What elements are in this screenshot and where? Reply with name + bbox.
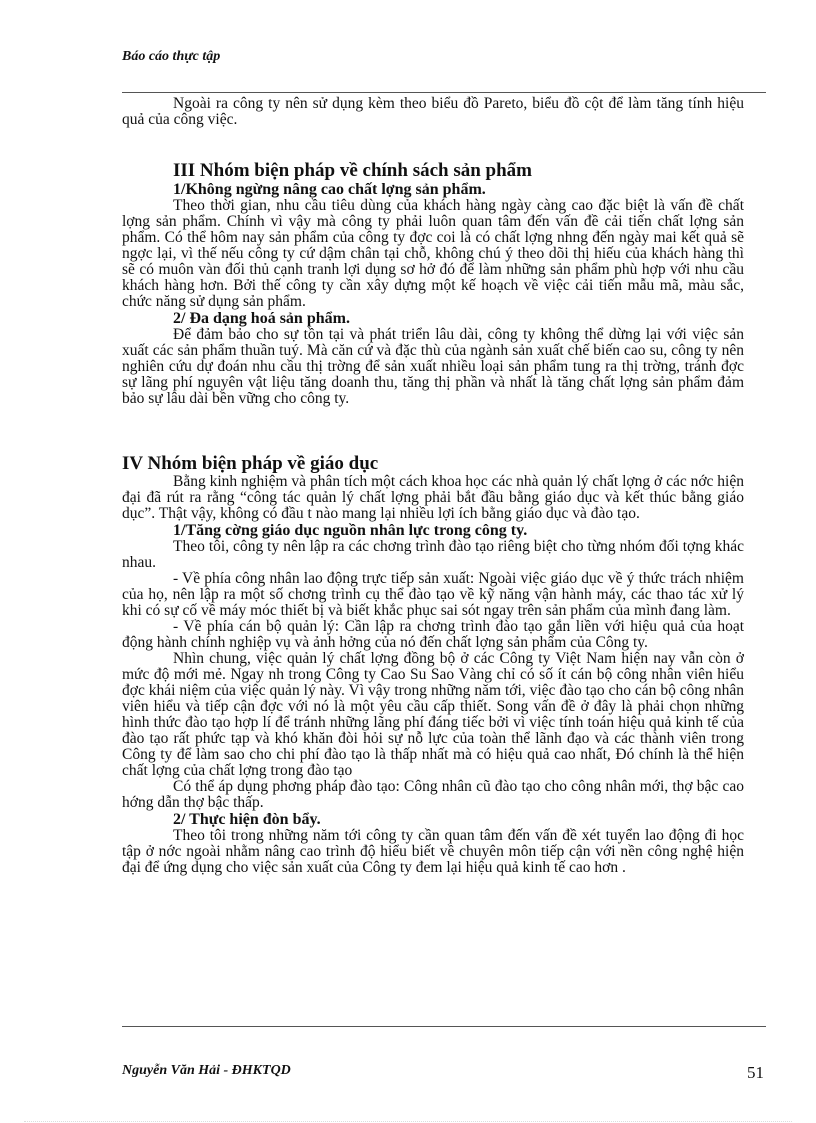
section-4-intro-paragraph: Bằng kinh nghiệm và phân tích một cách khoa học các nhà quản lý chất lợng ở các nớc hiện đại đã rút ra rằng “công tác quản lý chất lợng phải bắt đầu bằng giáo dục và kết thúc bằng giáo dục”. Thật vậy, không có đầu t nào mang lại nhiều lợi ích bằng giáo dục và đào tạo. bbox=[122, 473, 744, 522]
managers-training-paragraph: - Về phía cán bộ quản lý: Cần lập ra chơng trình đào tạo gắn liền với hiệu quả của hoạt động hành chính nghiệp vụ và ảnh hởng của nó đến chất lợng sản phẩm của Công ty. bbox=[122, 618, 744, 651]
section-4-heading: IV Nhóm biện pháp về giáo dục bbox=[122, 453, 379, 474]
page-edge bbox=[24, 1121, 792, 1122]
training-method-paragraph: Có thể áp dụng phơng pháp đào tạo: Công nhân cũ đào tạo cho công nhân mới, thợ bậc cao hớng dẫn thợ bậc thấp. bbox=[122, 778, 744, 811]
page-number: 51 bbox=[747, 1063, 764, 1082]
intro-paragraph: Ngoài ra công ty nên sử dụng kèm theo biểu đồ Pareto, biểu đồ cột để làm tăng tính hiệu quả của công việc. bbox=[122, 95, 744, 128]
section-3-2-paragraph: Để đảm bảo cho sự tồn tại và phát triển lâu dài, công ty không thể dừng lại với việc sản xuất các sản phẩm thuần tuý. Mà căn cứ và đặc thù của ngành sản xuất chế biến cao su, công ty nên nghiên cứu dự đoán nhu cầu thị trờng để sản xuất nhiều loại sản phẩm tung ra thị trờng, tránh đợc sự lãng phí nguyên vật liệu tăng doanh thu, tăng thị phần và nhất là tăng chất lợng sản phẩm đảm bảo sự lâu dài bền vững cho công ty. bbox=[122, 326, 744, 407]
section-3-1-paragraph: Theo thời gian, nhu cầu tiêu dùng của khách hàng ngày càng cao đặc biệt là vấn đề chất lợng sản phẩm. Chính vì vậy mà công ty phải luôn quan tâm đến vấn đề cải tiến chất lợng sản phẩm. Có thể hôm nay sản phẩm của công ty đợc coi là có chất lợng nhng đến ngày mai kết quả sẽ ngợc lại, vì thế nếu công ty cứ dậm chân tại chỗ, không chú ý theo dõi thị hiếu của khách hàng thì sẽ có muôn vàn đối thủ cạnh tranh lợi dụng sơ hở đó để làm những sản phẩm phù hợp với nhu cầu khách hàng hơn. Bởi thế công ty cần xây dựng một kế hoạch về việc cải tiến mẫu mã, màu sắc, chức năng sử dụng sản phẩm. bbox=[122, 197, 744, 310]
section-3-2-heading: 2/ Đa dạng hoá sản phẩm. bbox=[173, 310, 350, 327]
header-divider bbox=[122, 92, 766, 93]
overview-paragraph: Nhìn chung, việc quản lý chất lợng đồng bộ ở các Công ty Việt Nam hiện nay vẫn còn ở mức độ mới mẻ. Ngay nh trong Công ty Cao Su Sao Vàng chỉ có số ít cán bộ công nhân viên hiểu đợc khái niệm của việc quản lý này. Vì vậy trong những năm tới, việc đào tạo cho cán bộ công nhân viên hiểu và tiếp cận đợc với nó là một yêu cầu cấp thiết. Song vấn đề ở đây là phải chọn những hình thức đào tạo hợp lí để tránh những lãng phí đáng tiếc bởi vì việc tính toán hiệu quả kinh tế của đào tạo rất phức tạp và khó khăn đòi hỏi sự nỗ lực của toàn thể lãnh đạo và các thành viên trong Công ty để làm sao cho chi phí đào tạo là thấp nhất mà có hiệu quả cao nhất, Đó chính là thể hiện chất lợng của chất lợng trong đào tạo bbox=[122, 650, 744, 779]
section-4-1-heading: 1/Tăng cờng giáo dục nguồn nhân lực trong công ty. bbox=[173, 522, 528, 539]
section-4-2-paragraph: Theo tôi trong những năm tới công ty cần quan tâm đến vấn đề xét tuyển lao động đi học tập ở nớc ngoài nhằm nâng cao trình độ hiểu biết về chuyên môn tiếp cận với nền công nghệ hiện đại để ứng dụng cho việc sản xuất của Công ty đem lại hiệu quả kinh tế cao hơn . bbox=[122, 827, 744, 876]
section-3-1-heading: 1/Không ngừng nâng cao chất lợng sản phẩm. bbox=[173, 181, 486, 198]
workers-training-paragraph: - Về phía công nhân lao động trực tiếp sản xuất: Ngoài việc giáo dục về ý thức trách nhiệm của họ, nên lập ra một số chơng trình cụ thể đào tạo về kỹ năng vận hành máy, các thao tác xử lý khi có sự cố về máy móc thiết bị và biết khắc phục sai sót ngay trên sản phẩm của mình đang làm. bbox=[122, 570, 744, 619]
section-4-1-paragraph: Theo tôi, công ty nên lập ra các chơng trình đào tạo riêng biệt cho từng nhóm đối tợng khác nhau. bbox=[122, 538, 744, 571]
section-4-2-heading: 2/ Thực hiện đòn bẩy. bbox=[173, 811, 321, 828]
page-footer-author: Nguyễn Văn Hải - ĐHKTQD bbox=[122, 1063, 291, 1078]
document-body bbox=[122, 96, 744, 876]
page-header: Báo cáo thực tập bbox=[122, 49, 221, 64]
footer-divider bbox=[122, 1026, 766, 1027]
section-3-heading: III Nhóm biện pháp về chính sách sản phẩm bbox=[173, 160, 533, 181]
